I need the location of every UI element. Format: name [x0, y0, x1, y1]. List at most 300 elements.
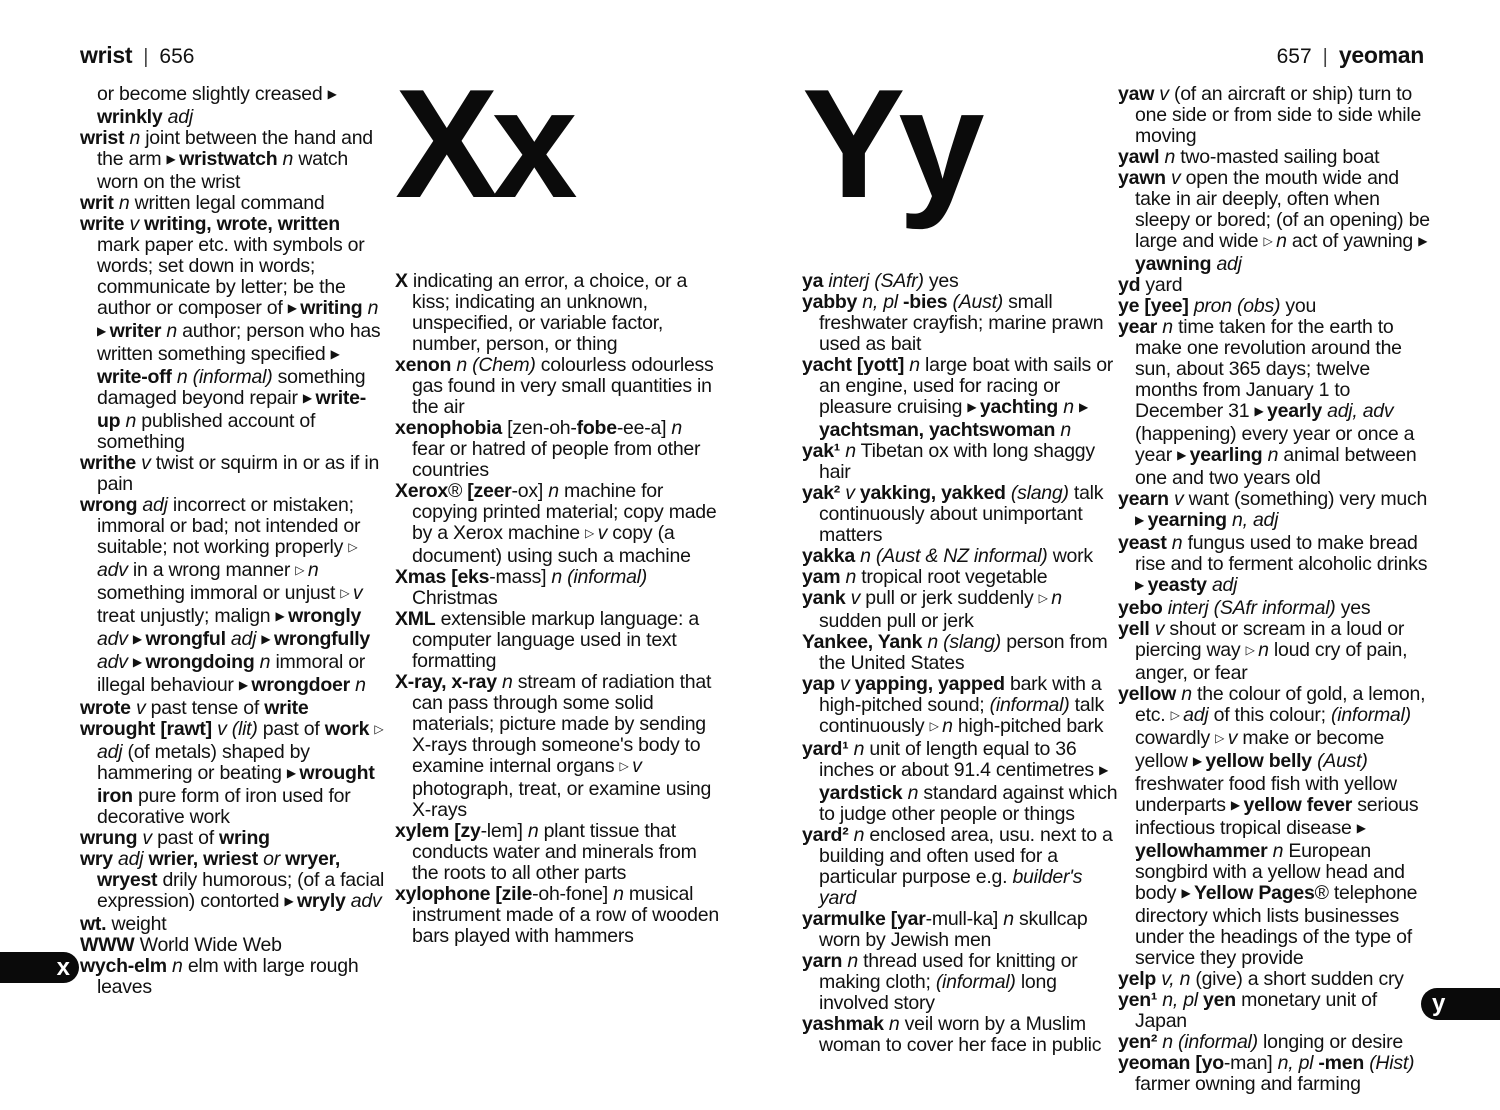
entry-text: colourless odourless gas found in very small quantities in the air: [412, 354, 714, 418]
entry-text: yakka: [802, 545, 861, 567]
entry-text: wrongfully: [273, 628, 371, 650]
entry-text: adj: [1183, 704, 1209, 726]
run-on-arrow-icon: ▶: [1356, 821, 1366, 835]
entry-text: fear or hatred of people from other countries: [412, 438, 701, 481]
entry-text: n: [282, 148, 294, 170]
entry-text: wrought iron: [97, 762, 375, 807]
entry-text: adj, adv: [1327, 400, 1394, 422]
entry-text: fungus used to make bread rise and to ferment alcoholic drinks: [1135, 532, 1428, 575]
entry-text: n: [355, 674, 366, 696]
entry-text: -ee-a]: [616, 417, 672, 439]
entry-text: long involved story: [819, 971, 1057, 1014]
section-letter-y: Yy: [802, 57, 978, 230]
entry-text: yak¹: [802, 440, 846, 462]
entry-text: tropical root vegetable: [856, 566, 1048, 588]
entry-text: wrung: [80, 827, 143, 849]
entry-text: v, n: [1161, 968, 1191, 990]
entry-text: n: [845, 440, 856, 462]
dictionary-entry: [802, 567, 1124, 588]
entry-text: incorrect or mistaken; immoral or bad; not intended or suitable; not working properly: [97, 494, 361, 558]
entry-text: writer: [109, 320, 167, 342]
entry-text: n: [1003, 908, 1014, 930]
entry-text: yawning: [1135, 253, 1217, 275]
entry-text: yeasty: [1147, 574, 1212, 596]
entry-text: n (Chem): [456, 354, 536, 376]
entry-text: xylophone [zile: [395, 883, 533, 905]
dictionary-entry: [395, 271, 719, 355]
entry-text: open the mouth wide and take in air deeply, often when sleepy or bored; (of an opening) be large and wide: [1135, 167, 1430, 252]
entry-text: or become slightly creased: [97, 83, 328, 105]
entry-text: Yankee, Yank: [802, 631, 928, 653]
entry-text: work: [1047, 545, 1093, 567]
entry-text: yashmak: [802, 1013, 889, 1035]
entry-text: X-ray, x-ray: [395, 671, 502, 693]
run-on-arrow-icon: ▶: [275, 609, 289, 623]
entry-text: loud cry of pain, anger, or fear: [1135, 639, 1408, 684]
entry-text: yapping, yapped: [849, 673, 1005, 695]
entry-text: -oh-fone]: [532, 883, 614, 905]
entry-text: v: [135, 697, 146, 719]
run-on-arrow-icon: ▶: [132, 655, 146, 669]
entry-text: n: [888, 1013, 900, 1035]
entry-text: wring: [219, 827, 270, 849]
running-head-separator: |: [143, 46, 149, 68]
entry-text: yearning: [1147, 509, 1233, 531]
dictionary-entry: [1118, 275, 1432, 296]
run-on-arrow-icon: ▶: [238, 678, 252, 692]
entry-text: interj (SAfr informal): [1167, 597, 1336, 619]
entry-text: -mass]: [489, 566, 552, 588]
entry-text: v: [1170, 167, 1181, 189]
entry-text: v: [129, 213, 139, 235]
entry-text: wry: [80, 848, 119, 870]
entry-text: n: [1181, 683, 1192, 705]
entry-text: wrinkly: [97, 106, 168, 128]
running-head-left: [80, 42, 194, 69]
entry-text: wristwatch: [179, 148, 283, 170]
entry-text: n, pl: [862, 291, 898, 313]
entry-text: ® telephone directory which lists businesses under the headings of the type of service they provide: [1135, 882, 1418, 969]
dictionary-entry: [395, 481, 719, 567]
entry-text: serious infectious tropical disease: [1135, 794, 1419, 839]
entry-text: (happening) every year or once a year: [1135, 423, 1415, 466]
entry-text: n: [1267, 444, 1279, 466]
dictionary-entry: [802, 632, 1124, 674]
dictionary-entry: [395, 609, 719, 672]
entry-text: pull or jerk suddenly: [860, 587, 1039, 609]
entry-text: yebo: [1118, 597, 1168, 619]
entry-text: weight: [106, 913, 167, 935]
entry-text: ya: [802, 270, 829, 292]
entry-text: two-masted sailing boat: [1175, 146, 1380, 168]
section-letter-x: Xx: [395, 57, 571, 230]
run-on-arrow-icon: ▶: [1135, 513, 1148, 527]
entry-text: yard²: [802, 824, 854, 846]
entry-text: joint between the hand and the arm: [97, 127, 373, 170]
entry-text: v: [597, 522, 608, 544]
entry-text: farmer owning and farming: [1135, 1073, 1361, 1095]
entry-text: XML: [395, 608, 436, 630]
entry-text: yard: [1140, 274, 1183, 296]
entry-text: n: [671, 417, 683, 439]
entry-text: wrongful: [145, 628, 231, 650]
entry-text: written legal command: [129, 192, 325, 214]
entry-text: n: [118, 192, 130, 214]
entry-text: bark with a high-pitched sound;: [819, 673, 1102, 716]
entry-text: adj: [230, 628, 257, 650]
entry-text: yank: [802, 587, 851, 609]
dictionary-entry: [80, 956, 386, 998]
entry-text: World Wide Web: [134, 934, 282, 956]
entry-text: skullcap worn by Jewish men: [819, 908, 1088, 951]
entry-text: year: [1118, 316, 1163, 338]
run-on-arrow-icon: ▶: [132, 632, 146, 646]
dictionary-entry: [802, 674, 1124, 739]
entry-text: n: [129, 127, 141, 149]
entry-text: n: [1051, 587, 1062, 609]
entry-text: v: [1154, 618, 1165, 640]
entry-text: adj: [97, 741, 123, 763]
entry-text: n (informal): [551, 566, 648, 588]
column-y-entries: [802, 271, 1124, 1056]
dictionary-entry: [80, 214, 386, 453]
dictionary-entry: [802, 739, 1124, 825]
entry-text: n (informal): [176, 366, 273, 388]
run-on-arrow-icon: ▶: [284, 894, 297, 908]
entry-text: twist or squirm in or as if in pain: [97, 452, 380, 495]
entry-text: xylem [zy: [395, 820, 481, 842]
dictionary-entry: [802, 951, 1124, 1014]
dictionary-entry: [1118, 1053, 1432, 1095]
entry-text: work: [324, 718, 375, 740]
entry-text: v: [845, 482, 855, 504]
dictionary-entry: [1118, 598, 1432, 619]
entry-text: n, pl: [1162, 989, 1198, 1011]
entry-text: copy (a document) using such a machine: [412, 522, 691, 567]
column-y: [802, 57, 1124, 1056]
entry-text: yeast: [1118, 532, 1172, 554]
entry-text: (informal): [935, 971, 1016, 993]
entry-text: make or become yellow: [1135, 727, 1385, 772]
run-on-arrow-icon: ▶: [97, 324, 110, 338]
thumb-tab-x: [0, 952, 79, 983]
entry-text: n: [125, 410, 137, 432]
dictionary-entry: [802, 441, 1124, 483]
dictionary-entry: [802, 825, 1124, 909]
entry-text: Xerox: [395, 480, 448, 502]
column-x: [395, 57, 719, 947]
entry-text: n: [166, 320, 177, 342]
entry-text: past of: [151, 827, 220, 849]
running-head-separator: |: [1322, 46, 1328, 68]
dictionary-entry: [802, 546, 1124, 567]
entry-text: musical instrument made of a row of wooden bars played with hammers: [412, 883, 719, 947]
entry-text: (Aust): [952, 291, 1004, 313]
entry-text: time taken for the earth to make one revolution around the sun, about 365 days; twelve months from January 1 to December 31: [1135, 316, 1402, 422]
entry-text: n (informal): [1162, 1031, 1258, 1053]
entry-text: n: [942, 715, 953, 737]
entry-text: v: [1159, 83, 1169, 105]
entry-text: thread used for knitting or making cloth;: [819, 950, 1078, 993]
entry-text: yardstick: [819, 782, 908, 804]
entry-text: write-up: [97, 387, 366, 432]
run-on-arrow-icon: ▶: [327, 87, 337, 101]
entry-text: -bies: [897, 291, 953, 313]
sense-arrow-icon: ▷: [1038, 591, 1052, 605]
entry-text: adj: [1211, 574, 1238, 596]
entry-text: Tibetan ox with long shaggy hair: [819, 440, 1095, 483]
dictionary-entry: [80, 828, 386, 849]
entry-text: [zen-oh-: [507, 417, 577, 439]
entry-text: yearly: [1267, 400, 1328, 422]
entry-text: adv: [350, 890, 382, 912]
run-on-arrow-icon: ▶: [967, 400, 980, 414]
entry-text: n: [909, 354, 920, 376]
entry-text: writing: [300, 297, 368, 319]
entry-text: v: [1227, 727, 1238, 749]
entry-text: past of: [257, 718, 325, 740]
dictionary-entry: [395, 821, 719, 884]
entry-text: wrongdoing: [145, 651, 260, 673]
entry-text: v: [1173, 488, 1184, 510]
entry-text: yes: [1335, 597, 1371, 619]
entry-text: wrier, wriest: [143, 848, 264, 870]
dictionary-entry: [80, 935, 386, 956]
page-number-left: 656: [159, 45, 195, 68]
entry-text: the colour of gold, a lemon, etc.: [1135, 683, 1426, 726]
entry-text: small freshwater crayfish; marine prawn used as bait: [819, 291, 1104, 355]
entry-text: writ: [80, 192, 119, 214]
run-on-arrow-icon: ▶: [1254, 404, 1268, 418]
entry-text: treat unjustly; malign: [97, 605, 276, 627]
dictionary-entry: [80, 128, 386, 193]
thumb-tab-y-label: y: [1432, 990, 1446, 1017]
entry-text: (informal): [989, 694, 1070, 716]
entry-text: v: [850, 587, 861, 609]
entry-text: wrong: [80, 494, 143, 516]
entry-text: yelp: [1118, 968, 1162, 990]
entry-text: v (lit): [217, 718, 258, 740]
entry-text: yd: [1118, 274, 1141, 296]
entry-text: n: [172, 955, 183, 977]
entry-text: n: [548, 480, 559, 502]
dictionary-entry: [80, 719, 386, 828]
sense-arrow-icon: ▷: [1215, 731, 1228, 745]
dictionary-entry: [80, 849, 386, 914]
sense-arrow-icon: ▷: [585, 526, 598, 540]
entry-text: wrist: [80, 127, 130, 149]
entry-text: n: [1272, 840, 1284, 862]
entry-text: yen¹: [1118, 989, 1163, 1011]
dictionary-entry: [395, 884, 719, 947]
entry-text: yellow: [1118, 683, 1182, 705]
entry-text: v: [141, 452, 151, 474]
entry-text: yard¹: [802, 738, 854, 760]
dictionary-entry: [395, 567, 719, 609]
run-on-arrow-icon: ▶: [1230, 798, 1244, 812]
entry-text: published account of something: [97, 410, 316, 453]
entry-text: longing or desire: [1257, 1031, 1403, 1053]
entry-text: in a wrong manner: [127, 559, 296, 581]
entry-text: n: [853, 824, 865, 846]
entry-text: n: [853, 738, 865, 760]
sense-arrow-icon: ▷: [340, 586, 353, 600]
entry-text: n: [1063, 396, 1074, 418]
dictionary-entry: [802, 909, 1124, 951]
dictionary-entry: [1118, 296, 1432, 317]
entry-text: yarmulke [yar: [802, 908, 926, 930]
dictionary-entry: [80, 914, 386, 935]
entry-text: large boat with sails or an engine, used for racing or pleasure cruising: [819, 354, 1114, 418]
entry-text: yachting: [979, 396, 1064, 418]
entry-text: (Hist): [1369, 1052, 1415, 1074]
column-y2-entries: [1118, 84, 1432, 1095]
entry-text: Xmas [eks: [395, 566, 490, 588]
entry-text: of this colour;: [1208, 704, 1332, 726]
entry-text: yaw: [1118, 83, 1160, 105]
entry-text: n: [527, 820, 539, 842]
run-on-arrow-icon: ▶: [330, 347, 340, 361]
entry-text: X: [395, 270, 408, 292]
dictionary-entry: [1118, 990, 1432, 1032]
thumb-tab-y: [1421, 988, 1500, 1020]
entry-text: talk continuously about unimportant matters: [819, 482, 1104, 546]
entry-text: n, adj: [1232, 509, 1279, 531]
entry-text: yellow fever: [1243, 794, 1353, 816]
run-on-arrow-icon: ▶: [166, 152, 180, 166]
dictionary-entry: [80, 84, 386, 128]
entry-text: yeoman [yo: [1118, 1052, 1224, 1074]
entry-text: v: [840, 673, 850, 695]
dictionary-entry: [1118, 317, 1432, 489]
dictionary-entry: [802, 588, 1124, 632]
entry-text: yearn: [1118, 488, 1174, 510]
run-on-arrow-icon: ▶: [287, 301, 301, 315]
dictionary-entry: [80, 495, 386, 698]
run-on-arrow-icon: ▶: [261, 632, 274, 646]
entry-text: yes: [923, 270, 959, 292]
entry-text: standard against which to judge other people or things: [819, 782, 1118, 825]
sense-arrow-icon: ▷: [1170, 708, 1184, 722]
dictionary-entry: [802, 483, 1124, 546]
entry-text: writing, wrote, written: [138, 213, 340, 235]
dictionary-entry: [1118, 1032, 1432, 1053]
entry-text: yap: [802, 673, 841, 695]
guide-word-left: wrist: [80, 42, 133, 68]
entry-text: wrongly: [288, 605, 362, 627]
entry-text: high-pitched bark: [952, 715, 1104, 737]
run-on-arrow-icon: ▶: [1418, 234, 1428, 248]
entry-text: adv: [97, 559, 128, 581]
entry-text: yawl: [1118, 146, 1165, 168]
run-on-arrow-icon: ▶: [1177, 448, 1190, 462]
entry-text: wych-elm: [80, 955, 173, 977]
entry-text: unit of length equal to 36 inches or about 91.4 centimetres: [819, 738, 1100, 781]
entry-text: xenon: [395, 354, 457, 376]
entry-text: stream of radiation that can pass through some solid materials; picture made by sending X-rays through someone's body to examine internal organs: [412, 671, 712, 777]
column-x-entries: [395, 271, 719, 947]
entry-text: ye [yee]: [1118, 295, 1194, 317]
column-w-entries: [80, 84, 386, 998]
dictionary-entry: [802, 355, 1124, 441]
sense-arrow-icon: ▷: [619, 759, 633, 773]
entry-text: write: [80, 213, 130, 235]
page-number-right: 657: [1276, 45, 1312, 68]
entry-text: yellow belly: [1205, 750, 1312, 772]
entry-text: yen²: [1118, 1031, 1163, 1053]
entry-text: cowardly: [1135, 727, 1216, 749]
entry-text: Yellow Pages: [1194, 882, 1315, 904]
entry-text: elm with large rough leaves: [97, 955, 359, 998]
entry-text: n: [907, 782, 919, 804]
entry-text: author; person who has written something specified: [97, 320, 381, 365]
run-on-arrow-icon: ▶: [302, 391, 316, 405]
entry-text: yam: [802, 566, 846, 588]
entry-text: -lem]: [480, 820, 528, 842]
sense-arrow-icon: ▷: [1245, 643, 1259, 657]
entry-text: monetary unit of Japan: [1135, 989, 1377, 1032]
sense-arrow-icon: ▷: [295, 563, 308, 577]
entry-text: yen: [1197, 989, 1236, 1011]
entry-text: adj: [142, 494, 168, 516]
entry-text: n: [1060, 419, 1071, 441]
dictionary-entry: [802, 271, 1124, 292]
entry-text: wryly: [297, 890, 351, 912]
entry-text: yarn: [802, 950, 848, 972]
entry-text: freshwater food fish with yellow underparts: [1135, 773, 1397, 816]
entry-text: extensible markup language: a computer language used in text formatting: [412, 608, 699, 672]
entry-text: plant tissue that conducts water and minerals from the roots to all other parts: [412, 820, 697, 884]
entry-text: v: [142, 827, 152, 849]
entry-text: act of yawning: [1286, 230, 1419, 252]
entry-text: watch worn on the wrist: [97, 148, 349, 193]
entry-text: or: [263, 848, 280, 870]
entry-text: interj (SAfr): [828, 270, 924, 292]
entry-text: v: [352, 582, 363, 604]
entry-text: [zeer: [467, 480, 512, 502]
run-on-arrow-icon: ▶: [1099, 763, 1109, 777]
dictionary-entry: [1118, 969, 1432, 990]
entry-text: (of an aircraft or ship) turn to one side or from side to side while moving: [1135, 83, 1422, 147]
dictionary-entry: [80, 698, 386, 719]
run-on-arrow-icon: ▶: [1192, 754, 1206, 768]
entry-text: pure form of iron used for decorative work: [97, 785, 351, 828]
entry-text: v: [632, 755, 642, 777]
entry-text: adv: [97, 628, 128, 650]
entry-text: pron (obs): [1193, 295, 1281, 317]
dictionary-entry: [1118, 84, 1432, 147]
entry-text: drily humorous; (of a facial expression) contorted: [97, 869, 385, 912]
entry-text: (informal): [1331, 704, 1411, 726]
entry-text: something immoral or unjust: [97, 582, 341, 604]
entry-text: you: [1280, 295, 1317, 317]
entry-text: adj: [118, 848, 144, 870]
entry-text: European songbird with a yellow head and body: [1135, 840, 1405, 904]
dictionary-entry: [1118, 147, 1432, 168]
entry-text: animal between one and two years old: [1135, 444, 1417, 489]
run-on-arrow-icon: ▶: [1135, 578, 1148, 592]
entry-text: want (something) very much: [1183, 488, 1428, 510]
running-head-right: [1277, 42, 1424, 69]
dictionary-entry: [1118, 533, 1432, 598]
entry-text: n: [1258, 639, 1269, 661]
entry-text: n: [307, 559, 319, 581]
entry-text: mark paper etc. with symbols or words; set down in words; communicate by letter; be the author or composer of: [97, 234, 365, 319]
entry-text: machine for copying printed material; copy made by a Xerox machine: [412, 480, 717, 544]
entry-text: builder's yard: [819, 866, 1083, 909]
dictionary-entry: [395, 418, 719, 481]
entry-text: n: [613, 883, 624, 905]
